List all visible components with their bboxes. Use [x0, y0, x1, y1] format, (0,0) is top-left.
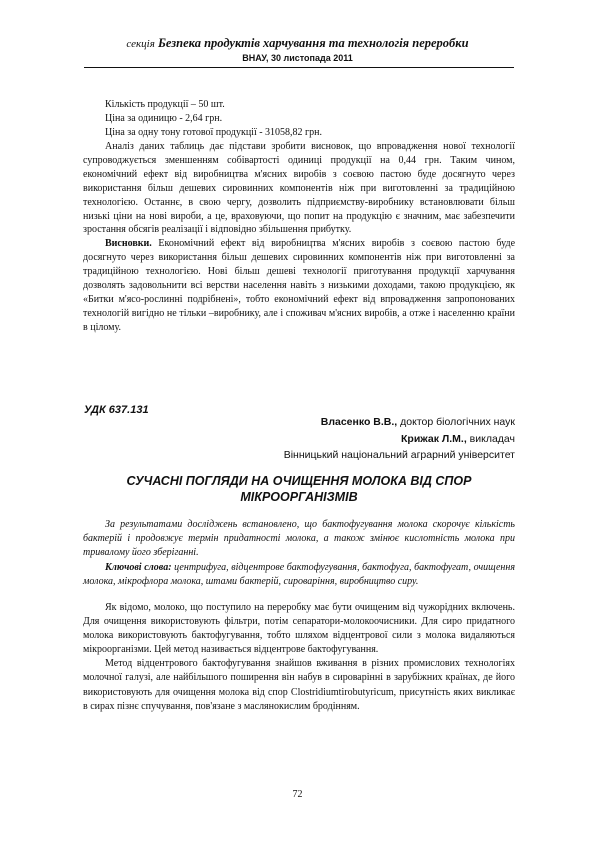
page-number: 72 [292, 789, 303, 800]
analysis-paragraph: Аналіз даних таблиць дає підстави зробити висновок, що впровадження нової технології супроводжується зменшенням собівартості одиниці продукції на 0,44 грн. Таким чином, економічний ефект від виробництва м'ясних виробів з соєвою пастою буде досягнуто через використання більш дешевих сировинних компонентів ніж при виготовленні за традиційною технологією. Останнє, в свою чергу, дозволить підприємству-виробнику встановлювати більш низькі ціни на нові вироби, а це, враховуючи, що попит на продукцію є значним, має забезпечити зростання обсягів реалізації і відповідно збільшення прибутку. [83, 141, 515, 236]
main-text [83, 601, 515, 714]
author-line [215, 414, 515, 431]
main-paragraph: Метод відцентрового бактофугування знайшов вживання в різних промислових технологіях молочної галузі, але найбільшого поширення він набув в сироварінні в зарубіжних країнах, де його використовують для очищення молока від спор Clostridiumtirobutyricum, присутність яких викликає в сирах пізнє спучування, пов'язане з маслянокислим бродінням. [83, 658, 515, 712]
section-label: секція [126, 38, 155, 50]
production-figures [105, 98, 515, 140]
header-divider [84, 67, 514, 68]
author-name: Крижак Л.М., [401, 432, 467, 445]
running-header-section [0, 36, 595, 51]
running-header-date: ВНАУ, 30 листопада 2011 [242, 53, 353, 63]
authors-block [215, 414, 515, 464]
keywords-label: Ключові слова: [105, 561, 172, 573]
production-quantity: Кількість продукції – 50 шт. [105, 99, 225, 110]
author-role: доктор біологічних наук [397, 416, 515, 428]
article-title: СУЧАСНІ ПОГЛЯДИ НА ОЧИЩЕННЯ МОЛОКА ВІД СПОР МІКРООРГАНІЗМІВ [126, 474, 472, 504]
conclusions-label: Висновки. [105, 238, 152, 250]
production-ton-price: Ціна за одну тону готової продукції - 31058,82 грн. [105, 126, 323, 138]
affiliation: Вінницький національний аграрний університет [283, 449, 515, 461]
abstract-text: За результатами досліджень встановлено, що бактофугування молока скорочує кількість бактерій і продовжує термін придатності молока, а також змінює кислотність молока при тривалому його зберіганні. [83, 519, 515, 559]
production-unit-price: Ціна за одиницю - 2,64 грн. [105, 112, 223, 124]
conclusions-text: Економічний ефект від виробництва м'ясних виробів з соєвою пастою буде досягнуто через використання більш дешевих сировинних компонентів ніж при виготовленні за традиційною технологією. Нові більш дешеві технології приготування продукції харчування дозволять задовольнити всі верстви населення навіть з низькими доходами, такою продукцією, як «Битки м'ясо-рослинні подрібнені», тобто економічний ефект від впровадження запропонованих технологій вигідно не тільки –виробнику, але і споживач м'ясних виробів, а отже і населенню країни в цілому. [83, 238, 516, 333]
keywords-text: центрифуга, відцентрове бактофугування, бактофуга, бактофугат, очищення молока, мікрофлора молока, штами бактерій, сироваріння, виробництво сиру. [83, 561, 515, 587]
analysis-block [83, 140, 515, 335]
keywords [83, 561, 515, 589]
author-name: Власенко В.В., [320, 416, 398, 428]
author-role: викладач [466, 432, 515, 445]
section-title: Безпека продуктів харчування та технологія переробки [157, 36, 469, 50]
main-paragraph: Як відомо, молоко, що поступило на переробку має бути очищеним від чужорідних включень. Для очищення використовують фільтри, потім сепаратори-молокоочисники. Для сиро придатного молока використовують бактофугування, тобто шляхом відцентрової сили з молока видаляються мікроорганізми. Цей метод називається відцентрове бактофугування. [83, 602, 515, 656]
udk-code: УДК 637.131 [84, 404, 149, 416]
author-line [215, 431, 515, 448]
conclusions-paragraph [83, 237, 515, 334]
abstract-block [83, 518, 515, 589]
